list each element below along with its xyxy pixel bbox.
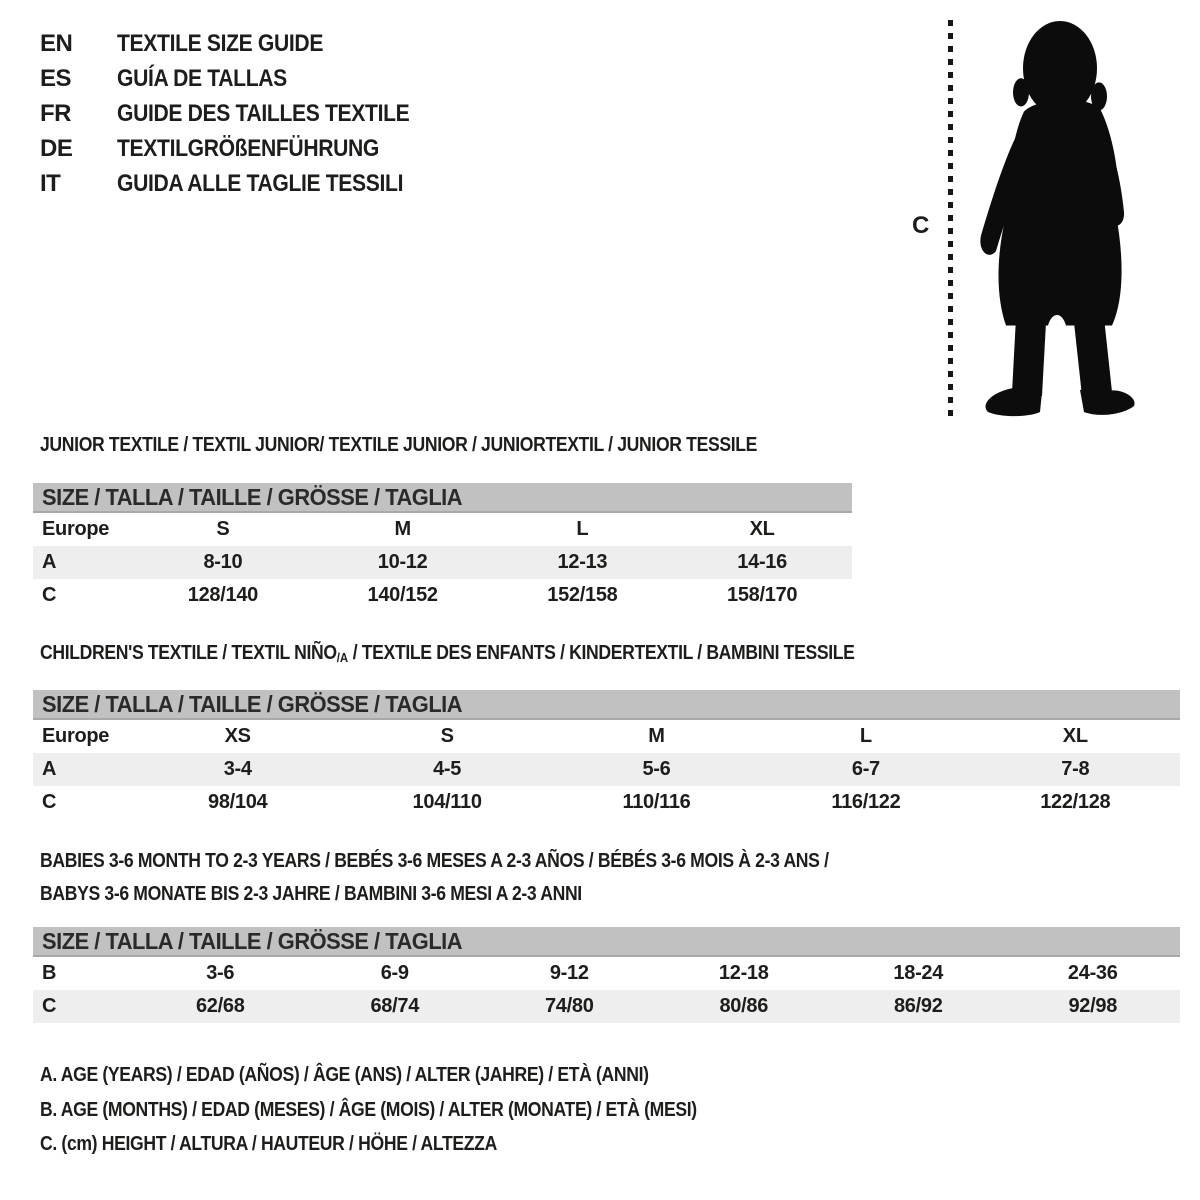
cell-value: 12-13 (557, 551, 608, 573)
legend (40, 1064, 786, 1168)
cell-value: 110/116 (622, 791, 691, 813)
cell-value: S (440, 725, 454, 747)
junior-size-table (33, 483, 852, 612)
babies-size-table (33, 927, 1180, 1023)
nino-a-subscript: /A (336, 650, 349, 665)
cell-value: 10-12 (377, 551, 428, 573)
cell-value: 74/80 (544, 995, 594, 1017)
cell-value: 116/122 (831, 791, 901, 813)
cell-value: 62/68 (195, 995, 245, 1017)
cell-value: 98/104 (208, 791, 268, 813)
lang-code: FR (40, 99, 71, 127)
lang-code: DE (40, 134, 73, 162)
cell-value: S (216, 518, 230, 540)
cell-value: 6-9 (380, 962, 409, 984)
cell-value: 9-12 (549, 962, 589, 984)
cell-value: 104/110 (412, 791, 482, 813)
row-label: Europe (42, 725, 110, 747)
cell-value: 3-4 (223, 758, 252, 780)
table-row (33, 753, 1180, 786)
row-label: Europe (42, 518, 110, 540)
cell-value: 5-6 (642, 758, 671, 780)
lang-title: GUIDE DES TAILLES TEXTILE (117, 99, 410, 127)
legend-line-b: B. AGE (MONTHS) / EDAD (MESES) / ÂGE (MOIS) / ALTER (MONATE) / ETÀ (MESI) (40, 1098, 697, 1121)
table-row (33, 546, 852, 579)
junior-section-title: JUNIOR TEXTILE / TEXTIL JUNIOR/ TEXTILE JUNIOR / JUNIORTEXTIL / JUNIOR TESSILE (40, 434, 758, 456)
lang-title: GUIDA ALLE TAGLIE TESSILI (117, 169, 404, 197)
cell-value: 158/170 (727, 584, 798, 606)
cell-value: 128/140 (187, 584, 258, 606)
lang-row-es (40, 61, 449, 96)
table-row (33, 579, 852, 612)
row-label: B (42, 962, 57, 984)
children-section-title: CHILDREN'S TEXTILE / TEXTIL $NIÑO_{/A}$ / TEXTILE DES ENFANTS / KINDERTEXTIL / BAMBINI TESSILE (40, 642, 855, 665)
cell-value: 80/86 (719, 995, 769, 1017)
size-header-bar: SIZE / TALLA / TAILLE / GRÖSSE / TAGLIA (33, 483, 852, 513)
size-header-bar: SIZE / TALLA / TAILLE / GRÖSSE / TAGLIA (33, 927, 1180, 957)
cell-value: M (394, 518, 411, 540)
children-size-table (33, 690, 1180, 819)
cell-value: 24-36 (1067, 962, 1118, 984)
row-label: C (42, 995, 57, 1017)
lang-title: TEXTILE SIZE GUIDE (117, 29, 324, 57)
cell-value: XL (1062, 725, 1088, 747)
cell-value: 14-16 (737, 551, 787, 573)
legend-line-a: A. AGE (YEARS) / EDAD (AÑOS) / ÂGE (ANS) / ALTER (JAHRE) / ETÀ (ANNI) (40, 1064, 649, 1086)
language-header (40, 26, 449, 201)
lang-code: ES (40, 64, 72, 92)
cell-value: 140/152 (367, 584, 438, 606)
lang-row-it (40, 166, 449, 201)
row-label: C (42, 791, 57, 813)
cell-value: M (648, 725, 665, 747)
cell-value: 92/98 (1068, 995, 1118, 1017)
cell-value: XS (224, 725, 251, 747)
lang-title: GUÍA DE TALLAS (117, 64, 287, 92)
table-row (33, 990, 1180, 1023)
table-row (33, 513, 852, 546)
lang-row-de (40, 131, 449, 166)
cell-value: XL (749, 518, 775, 540)
cell-value: 18-24 (893, 962, 944, 984)
lang-row-en (40, 26, 449, 61)
lang-code: IT (40, 169, 61, 197)
cell-value: 122/128 (1040, 791, 1111, 813)
table-row (33, 957, 1180, 990)
row-label: C (42, 584, 57, 606)
row-label: A (42, 758, 57, 780)
dashed-vertical-measure-line (948, 20, 953, 416)
legend-line-c: C. (cm) HEIGHT / ALTURA / HAUTEUR / HÖHE / ALTEZZA (40, 1133, 497, 1155)
lang-title: TEXTILGRÖßENFÜHRUNG (117, 134, 380, 162)
cell-value: 3-6 (206, 962, 235, 984)
cell-value: L (859, 725, 872, 747)
cell-value: L (576, 518, 589, 540)
lang-code: EN (40, 29, 73, 57)
toddler-silhouette (972, 16, 1142, 418)
row-label: A (42, 551, 57, 573)
size-header-bar: SIZE / TALLA / TAILLE / GRÖSSE / TAGLIA (33, 690, 1180, 720)
cell-value: 4-5 (433, 758, 462, 780)
table-row (33, 786, 1180, 819)
table-row (33, 720, 1180, 753)
cell-value: 8-10 (203, 551, 243, 573)
cell-value: 7-8 (1061, 758, 1090, 780)
cell-value: 152/158 (547, 584, 618, 606)
cell-value: 86/92 (893, 995, 943, 1017)
lang-row-fr (40, 96, 449, 131)
cell-value: 6-7 (851, 758, 880, 780)
cell-value: 12-18 (718, 962, 769, 984)
babies-section-title: BABIES 3-6 MONTH TO 2-3 YEARS / BEBÉS 3-6 MESES A 2-3 AÑOS / BÉBÉS 3-6 MOIS À 2-3 ANS / BABYS 3-6 MONATE BIS 2-3 JAHRE / BAMBINI 3-6 MESI A 2-3 ANNI (40, 850, 829, 905)
cell-value: 68/74 (370, 995, 420, 1017)
height-label-c: C (912, 212, 930, 239)
